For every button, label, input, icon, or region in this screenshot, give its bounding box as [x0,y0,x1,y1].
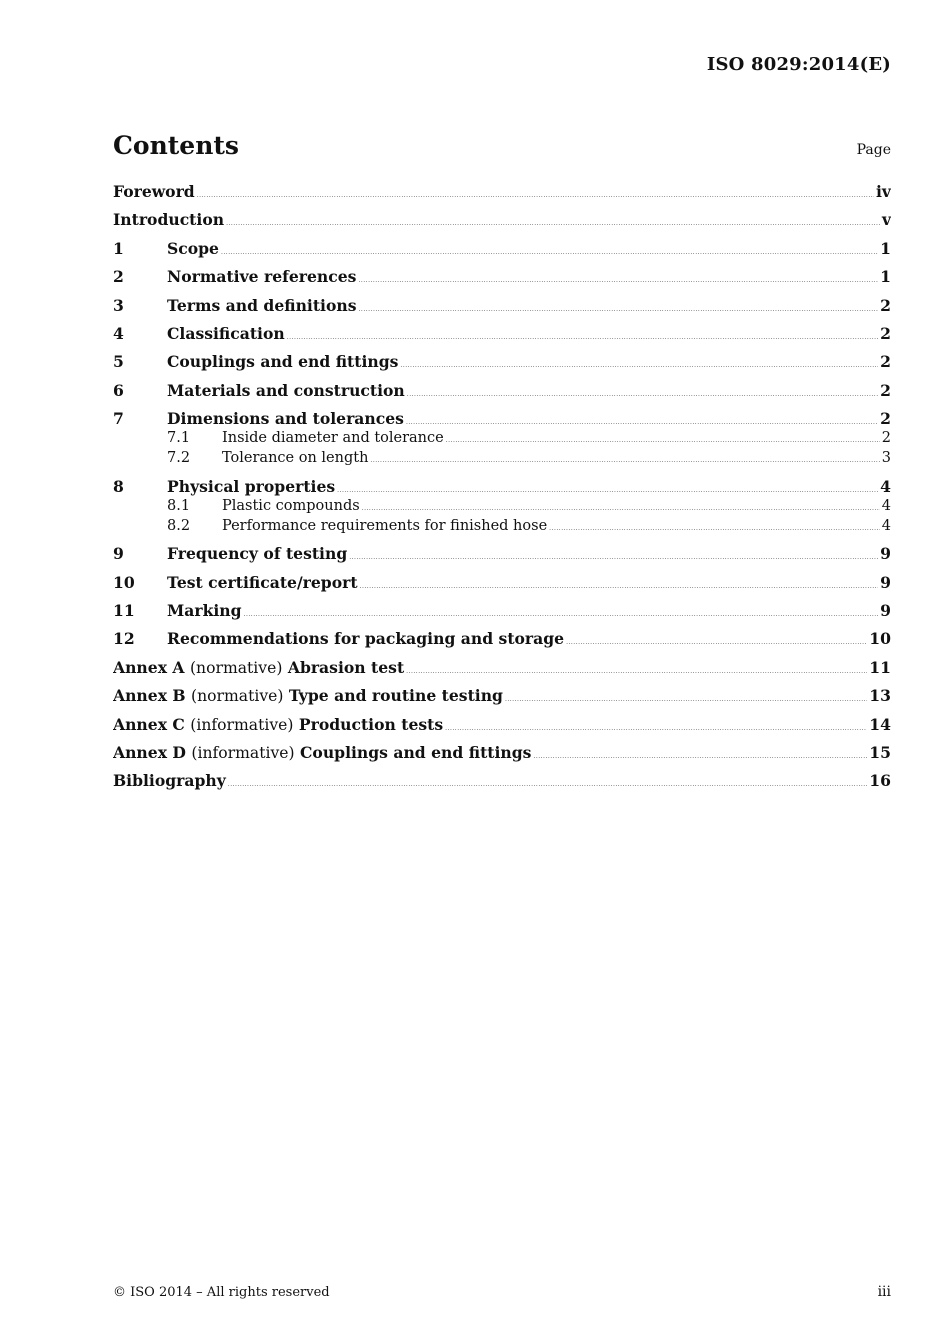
contents-title: Contents [113,131,240,160]
dot-leader [349,554,878,561]
toc-entry-page: 1 [880,238,891,258]
toc-subentry-number: 8.2 [167,517,191,534]
toc-entry-page: 11 [869,657,891,677]
dot-leader [533,753,867,760]
copyright-notice: © ISO 2014 – All rights reserved [113,1285,330,1300]
dot-leader [337,487,878,494]
toc-entry-label: Couplings and end fittings [167,352,399,372]
toc-entry-5[interactable] [113,352,891,380]
toc-subentry-page: 4 [881,497,891,514]
toc-entry-annex-a[interactable] [113,658,891,686]
dot-leader [406,419,878,426]
dot-leader [370,457,879,464]
toc-entry-number: 11 [113,601,135,621]
page-column-label: Page [856,142,891,158]
toc-entry-number: 5 [113,352,124,372]
annex-type: (informative) [191,744,295,763]
annex-label: Production tests [298,714,444,734]
toc-entry-page: 2 [880,380,891,400]
table-of-contents [113,182,891,800]
dot-leader [406,668,867,675]
toc-entry-page: 9 [880,601,891,621]
dot-leader [360,583,879,590]
dot-leader [445,725,867,732]
dot-leader [362,505,880,512]
toc-entry-page: 16 [869,771,891,791]
toc-subentry-label: Tolerance on length [222,449,369,466]
toc-entry-number: 10 [113,572,135,592]
dot-leader [197,192,874,199]
toc-entry-introduction[interactable] [113,210,891,238]
toc-entry-page: 14 [869,714,891,734]
dot-leader [244,611,879,618]
dot-leader [358,277,878,284]
dot-leader [226,220,880,227]
toc-entry-number: 7 [113,409,124,429]
toc-entry-8-2[interactable] [113,518,891,538]
toc-entry-label: Introduction [113,210,225,230]
toc-entry-label: Marking [167,601,242,621]
annex-label: Abrasion test [287,657,405,677]
toc-subentry-page: 2 [881,430,891,447]
toc-entry-page: 13 [869,686,891,706]
page-number: iii [877,1284,891,1300]
toc-entry-page: 2 [880,409,891,429]
dot-leader [228,781,868,788]
toc-entry-6[interactable] [113,381,891,409]
toc-subentry-number: 8.1 [167,497,191,514]
toc-entry-label: Bibliography [113,771,226,791]
toc-entry-7-2[interactable] [113,450,891,470]
toc-entry-number: 4 [113,323,124,343]
toc-entry-label: Normative references [167,267,357,287]
toc-entry-11[interactable] [113,601,891,629]
dot-leader [287,334,878,341]
toc-entry-page: 9 [880,544,891,564]
toc-entry-4[interactable] [113,324,891,352]
toc-entry-label: Scope [167,238,219,258]
toc-subentry-label: Performance requirements for finished hose [222,517,548,534]
annex-label: Type and routine testing [288,686,503,706]
toc-entry-annex-c[interactable] [113,715,891,743]
annex-label: Couplings and end fittings [300,743,532,763]
toc-entry-label: Recommendations for packaging and storage [167,629,565,649]
toc-entry-label: Foreword [113,182,195,201]
dot-leader [505,696,867,703]
document-id: ISO 8029:2014(E) [706,54,891,75]
toc-annex-title [113,686,503,705]
dot-leader [566,639,867,646]
toc-entry-foreword[interactable] [113,182,891,210]
toc-entry-page: 9 [880,572,891,592]
toc-entry-number: 6 [113,380,124,400]
toc-subentry-label: Plastic compounds [222,497,360,514]
toc-entry-annex-d[interactable] [113,743,891,771]
toc-annex-title [113,658,404,677]
toc-entry-page: 2 [880,323,891,343]
toc-entry-number: 12 [113,629,135,649]
toc-entry-page: 10 [869,629,891,649]
toc-entry-page: 4 [880,476,891,496]
dot-leader [221,249,878,256]
toc-entry-page: iv [876,182,891,201]
dot-leader [549,525,880,532]
toc-entry-page: 1 [880,267,891,287]
annex-id: Annex B [113,686,186,706]
annex-type: (normative) [189,658,283,677]
toc-entry-3[interactable] [113,296,891,324]
toc-entry-2[interactable] [113,267,891,295]
toc-entry-page: 2 [880,352,891,372]
toc-entry-number: 3 [113,295,124,315]
toc-subentry-label: Inside diameter and tolerance [222,430,444,447]
dot-leader [400,362,878,369]
toc-entry-8[interactable] [113,477,891,498]
toc-entry-10[interactable] [113,573,891,601]
toc-entry-annex-b[interactable] [113,686,891,714]
toc-entry-page: 2 [880,295,891,315]
toc-annex-title [113,743,531,762]
toc-entry-bibliography[interactable] [113,771,891,799]
toc-entry-number: 8 [113,476,124,496]
toc-entry-label: Physical properties [167,476,336,496]
dot-leader [446,437,880,444]
toc-entry-page: v [881,210,891,230]
annex-type: (normative) [191,687,284,706]
annex-id: Annex D [113,743,186,763]
toc-entry-label: Test certificate/report [167,572,358,592]
toc-entry-label: Frequency of testing [167,544,348,564]
toc-entry-12[interactable] [113,629,891,657]
toc-subentry-page: 4 [881,517,891,534]
toc-entry-1[interactable] [113,239,891,267]
toc-subentry-page: 3 [881,449,891,466]
toc-entry-page: 15 [869,743,891,763]
toc-entry-9[interactable] [113,544,891,572]
toc-entry-7-1[interactable] [113,430,891,450]
toc-entry-label: Classification [167,323,285,343]
dot-leader [407,391,878,398]
toc-subentry-number: 7.1 [167,430,191,447]
annex-id: Annex C [113,714,185,734]
toc-annex-title [113,715,443,734]
toc-entry-label: Dimensions and tolerances [167,409,404,429]
annex-id: Annex A [113,657,185,677]
toc-entry-label: Terms and definitions [167,295,357,315]
toc-subentry-number: 7.2 [167,449,191,466]
toc-entry-number: 1 [113,238,124,258]
toc-entry-number: 9 [113,544,124,564]
toc-entry-label: Materials and construction [167,380,405,400]
toc-entry-number: 2 [113,267,124,287]
toc-entry-8-1[interactable] [113,498,891,518]
toc-entry-7[interactable] [113,409,891,430]
dot-leader [359,306,879,313]
annex-type: (informative) [190,715,294,734]
